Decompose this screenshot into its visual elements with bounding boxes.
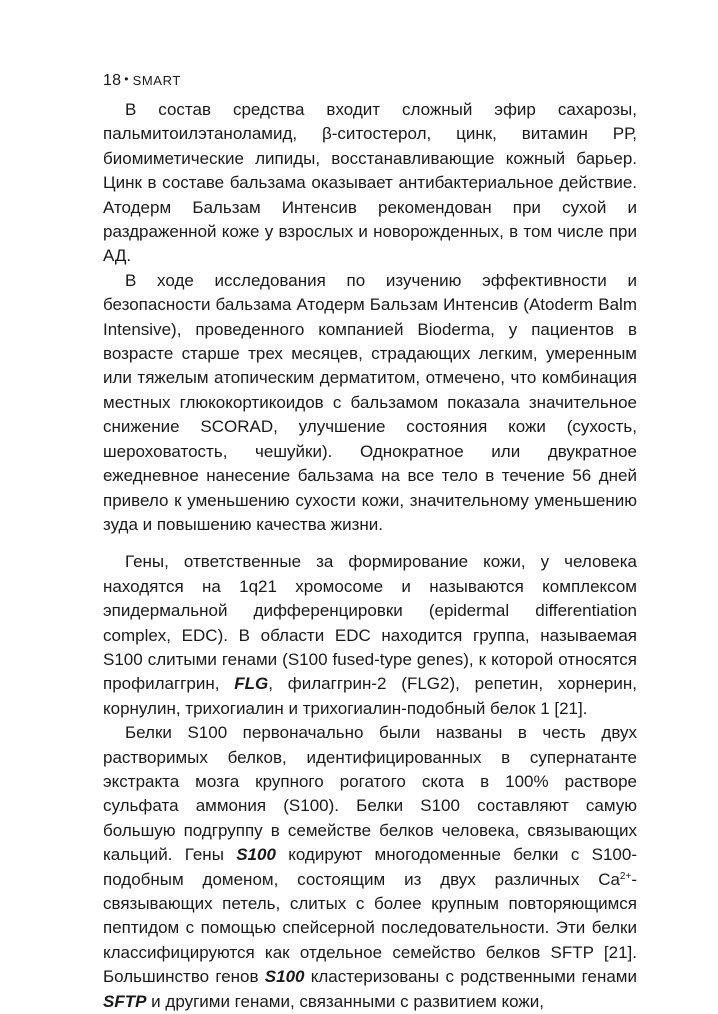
section-title: SMART <box>132 73 181 88</box>
gene-flg: FLG <box>234 674 269 694</box>
header-separator: • <box>124 72 129 86</box>
paragraph-3-text-a: Гены, ответственные за формирование кожи, у человека находятся на 1q21 хромосоме и называются комплексом эпидермальной дифференцировки (epidermal differentiation complex, EDC). В области EDC находится группа, называемая S100 слитыми генами (S100 fused-type genes), к которой относятся профилаггрин, <box>103 552 637 694</box>
paragraph-4-text-c: -связывающих петель, слитых с более крупным повторяющимся пептидом с помощью спейсерной последовательности. Эти белки классифицируются как отдельное семейство белков SFTP [21]. Большинство генов <box>103 869 637 987</box>
gene-sftp: SFTP <box>103 991 147 1011</box>
paragraph-4-text-e: и другими генами, связанными с развитием кожи, <box>146 991 545 1011</box>
paragraph-3 <box>103 550 637 721</box>
body-text <box>103 98 637 1014</box>
paragraph-4 <box>103 721 637 1014</box>
running-header <box>103 71 181 91</box>
paragraph-4-text-b: кодируют многодоменные белки с S100-подобным доменом, состоящим из двух различных Ca <box>103 845 637 889</box>
page-number: 18 <box>103 72 122 89</box>
paragraph-2: В ходе исследования по изучению эффективности и безопасности бальзама Атодерм Бальзам Интенсив (Atoderm Balm Intensive), проведенного компанией Bioderma, у пациентов в возрасте старше трех месяцев, страдающих легким, умеренным или тяжелым атопическим дерматитом, отмечено, что комбинация местных глюкокортикоидов с бальзамом показала значительное снижение SCORAD, улучшение состояния кожи (сухость, шероховатость, чешуйки). Однократное или двукратное ежедневное нанесение бальзама на все тело в течение 56 дней привело к уменьшению сухости кожи, значительному уменьшению зуда и повышению качества жизни. <box>103 270 637 534</box>
gene-s100: S100 <box>236 845 276 865</box>
paragraph-3-text-b: , филаггрин-2 (FLG2), репетин, хорнерин, корнулин, трихогиалин и трихогиалин-подобный белок 1 [21]. <box>103 674 637 718</box>
paragraph-4-text-a: Белки S100 первоначально были названы в честь двух растворимых белков, идентифицированных в супернатанте экстракта мозга крупного рогатого скота в 100% растворе сульфата аммония (S100). Белки S100 составляют самую большую подгруппу в семействе белков человека, связывающих кальций. Гены <box>103 723 637 865</box>
paragraph-1: В состав средства входит сложный эфир сахарозы, пальмитоилэтаноламид, β-ситостерол, цинк, витамин РР, биомиметические липиды, восстанавливающие кожный барьер. Цинк в составе бальзама оказывает антибактериальное действие. Атодерм Бальзам Интенсив рекомендован при сухой и раздраженной коже у взрослых и новорожденных, в том числе при АД. <box>103 100 637 266</box>
superscript-charge: 2+ <box>619 870 632 882</box>
paragraph-4-text-d: кластеризованы с родственными генами <box>304 967 637 987</box>
gene-s100-second: S100 <box>264 967 305 987</box>
